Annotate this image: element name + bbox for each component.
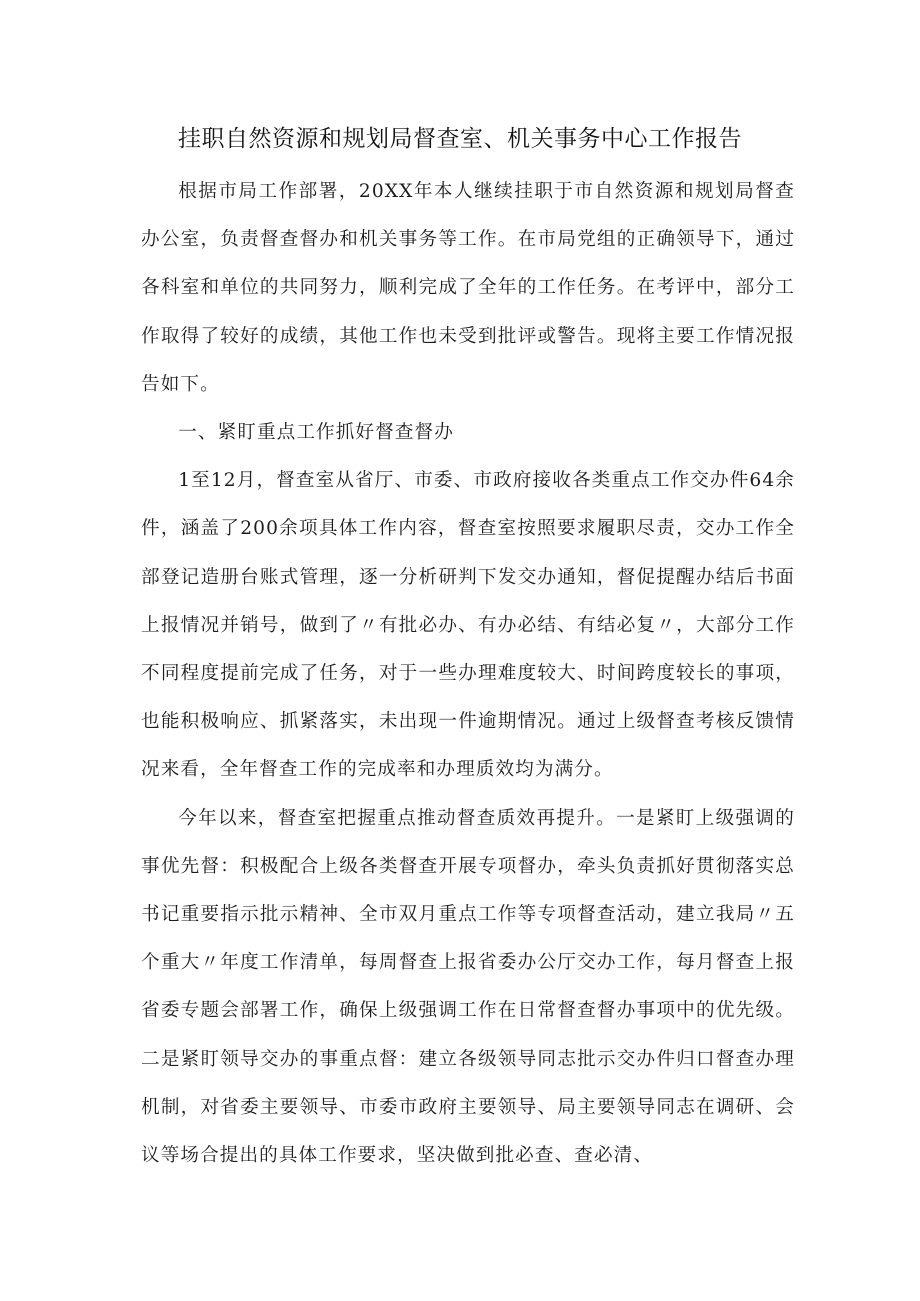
section-1-paragraph-1: 1至12月，督查室从省厅、市委、市政府接收各类重点工作交办件64余件，涵盖了200余项具体工作内容，督查室按照要求履职尽责，交办工作全部登记造册台账式管理，逐一分析研判下发交办通知，督促提醒办结后书面上报情况并销号，做到了〃有批必办、有办必结、有结必复〃，大部分工作不同程度提前完成了任务，对于一些办理难度较大、时间跨度较长的事项，也能积极响应、抓紧落实，未出现一件逾期情况。通过上级督查考核反馈情况来看，全年督查工作的完成率和办理质效均为满分。 (141, 470, 795, 781)
section-heading-1: 一、紧盯重点工作抓好督查督办 (178, 422, 454, 444)
section-1-paragraph-2: 今年以来，督查室把握重点推动督查质效再提升。一是紧盯上级强调的事优先督：积极配合上级各类督查开展专项督办，牵头负责抓好贯彻落实总书记重要指示批示精神、全市双月重点工作等专项督查活动，建立我局〃五个重大〃年度工作清单，每周督查上报省委办公厅交办工作，每月督查上报省委专题会部署工作，确保上级强调工作在日常督查督办事项中的优先级。二是紧盯领导交办的事重点督：建立各级领导同志批示交办件归口督查办理机制，对省委主要领导、市委市政府主要领导、局主要领导同志在调研、会议等场合提出的具体工作要求，坚决做到批必查、查必清、 (141, 807, 795, 1167)
document-title: 挂职自然资源和规划局督查室、机关事务中心工作报告 (178, 126, 742, 152)
intro-paragraph: 根据市局工作部署，20XX年本人继续挂职于市自然资源和规划局督查办公室，负责督查督办和机关事务等工作。在市局党组的正确领导下，通过各科室和单位的共同努力，顺利完成了全年的工作任务。在考评中，部分工作取得了较好的成绩，其他工作也未受到批评或警告。现将主要工作情况报告如下。 (141, 181, 795, 395)
document-body (141, 168, 795, 1180)
